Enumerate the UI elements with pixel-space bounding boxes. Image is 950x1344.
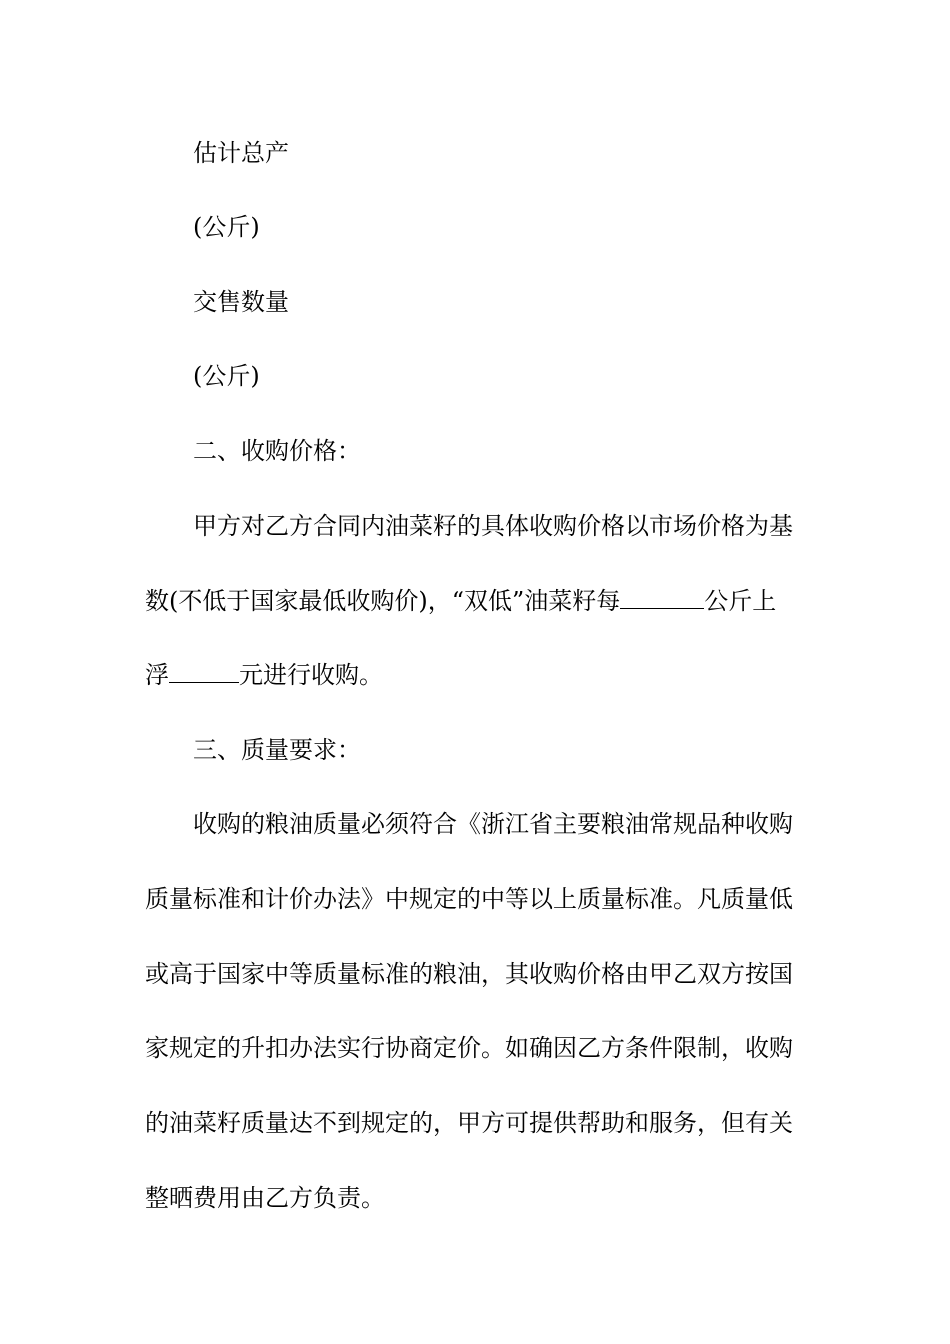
paragraph-line: 家规定的升扣办法实行协商定价。如确因乙方条件限制，收购 [145, 1034, 793, 1062]
paragraph-line: 甲方对乙方合同内油菜籽的具体收购价格以市场价格为基 [193, 512, 793, 540]
text-segment: 元进行收购。 [239, 661, 383, 689]
paragraph-line: 的油菜籽质量达不到规定的，甲方可提供帮助和服务，但有关 [145, 1109, 793, 1137]
section-heading-quality-requirements: 三、质量要求： [193, 736, 361, 764]
paragraph-line [145, 586, 810, 616]
paragraph-line [145, 660, 810, 690]
text-segment: 公斤上 [704, 587, 777, 615]
paragraph-line: 整晒费用由乙方负责。 [145, 1184, 385, 1212]
fill-in-blank [169, 660, 239, 683]
fill-in-blank [620, 586, 704, 609]
paragraph-line: 质量标准和计价办法》中规定的中等以上质量标准。凡质量低 [145, 885, 793, 913]
table-field-estimated-total-output: 估计总产 [193, 139, 289, 167]
unit-label-kg: (公斤) [193, 213, 260, 241]
table-field-sale-quantity: 交售数量 [193, 288, 289, 316]
section-heading-purchase-price: 二、收购价格： [193, 437, 361, 465]
text-segment: 数(不低于国家最低收购价)，“双低”油菜籽每 [145, 587, 621, 615]
unit-label-kg: (公斤) [193, 362, 260, 390]
paragraph-line: 或高于国家中等质量标准的粮油，其收购价格由甲乙双方按国 [145, 960, 793, 988]
paragraph-line: 收购的粮油质量必须符合《浙江省主要粮油常规品种收购 [193, 810, 793, 838]
text-segment: 浮 [145, 661, 169, 689]
